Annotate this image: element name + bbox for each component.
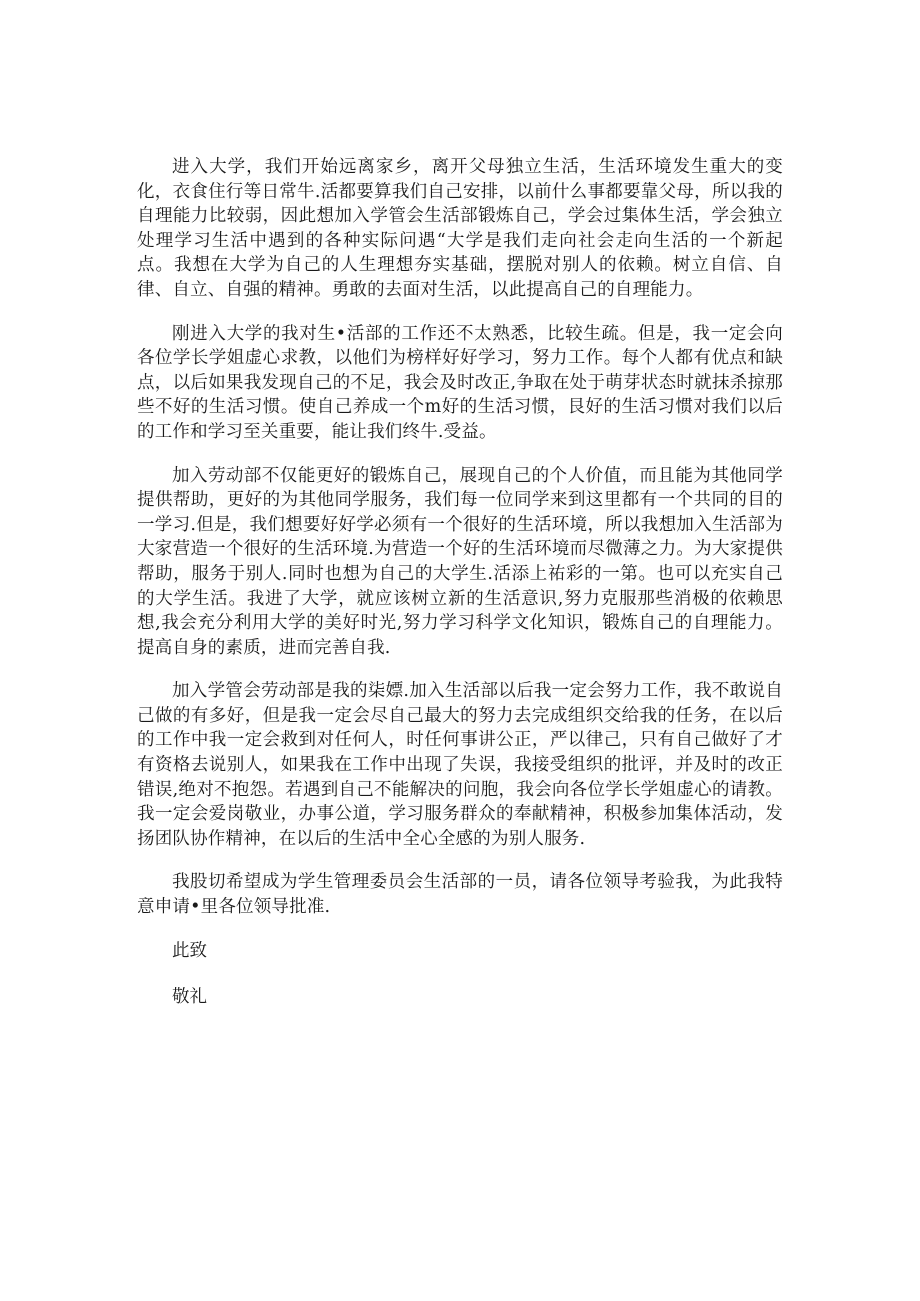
paragraph-3: 加入劳动部不仅能更好的锻炼自己，展现自己的个人价值，而且能为其他同学提供帮助，更好的为其他同学服务，我们每一位同学来到这里都有一个共同的目的一学习.但是，我们想要好好学必须有一个很好的生活环境，所以我想加入生活部为大家营造一个很好的生活环境.为营造一个好的生活环境而尽微薄之力。为大家提供帮助，服务于别人.同时也想为自己的大学生.活添上祐彩的一第。也可以充实自己的大学生活。我进了大学，就应该树立新的生活意识,努力克服那些消极的依赖思想,我会充分利用大学的美好时光,努力学习科学文化知识，锻炼自己的自理能力。提高自身的素质，进而完善自我. — [137, 465, 783, 658]
closing-salutation: 此致 — [172, 940, 207, 961]
paragraph-4: 加入学管会劳动部是我的柒嫖.加入生活部以后我一定会努力工作，我不敢说自己做的有多好，但是我一定会尽自己最大的努力去完成组织交给我的任务，在以后的工作中我一定会救到对任何人，时任何事讲公正，严以律己，只有自己做好了才有资格去说别人，如果我在工作中出现了失误，我接受组织的批评，并及时的改正错误,绝对不抱怨。若遇到自己不能解决的问胞，我会向各位学长学姐虚心的请教。我一定会爱岗敬业，办事公道，学习服务群众的奉献精神，积极参加集体活动，发扬团队协作精神，在以后的生活中全心全感的为别人服务. — [137, 681, 783, 849]
paragraph-2: 刚进入大学的我对生•活部的工作还不太熟悉，比较生疏。但是，我一定会向各位学长学姐虚心求教，以他们为榜样好好学习，努力工作。每个人都有优点和缺点，以后如果我发现自己的不足，我会及时改正,争取在处于萌芽状态时就抹杀掠那些不好的生活习惯。使自己养成一个m好的生活习惯，艮好的生活习惯对我们以后的工作和学习至关重要，能让我们终牛.受益。 — [137, 323, 783, 442]
closing-regards: 敬礼 — [172, 987, 207, 1008]
document-body — [137, 155, 783, 1010]
paragraph-1: 进入大学，我们开始远离家乡，离开父母独立生活，生活环境发生重大的变化，衣食住行等日常牛.活都要算我们自己安排，以前什么事都要靠父母，所以我的自理能力比较弱，因此想加入学管会生活部锻炼自己，学会过集体生活，学会独立处理学习生活中遇到的各种实际问遇“大学是我们走向社会走向生活的一个新起点。我想在大学为自己的人生理想夯实基础，摆脱对别人的依赖。树立自信、自律、自立、自强的精神。勇敢的去面对生活，以此提高自己的自理能力。 — [137, 157, 783, 300]
paragraph-5: 我股切希望成为学生管理委员会生活部的一员，请各位领导考验我，为此我特意申请•里各位领导批准. — [137, 872, 783, 918]
